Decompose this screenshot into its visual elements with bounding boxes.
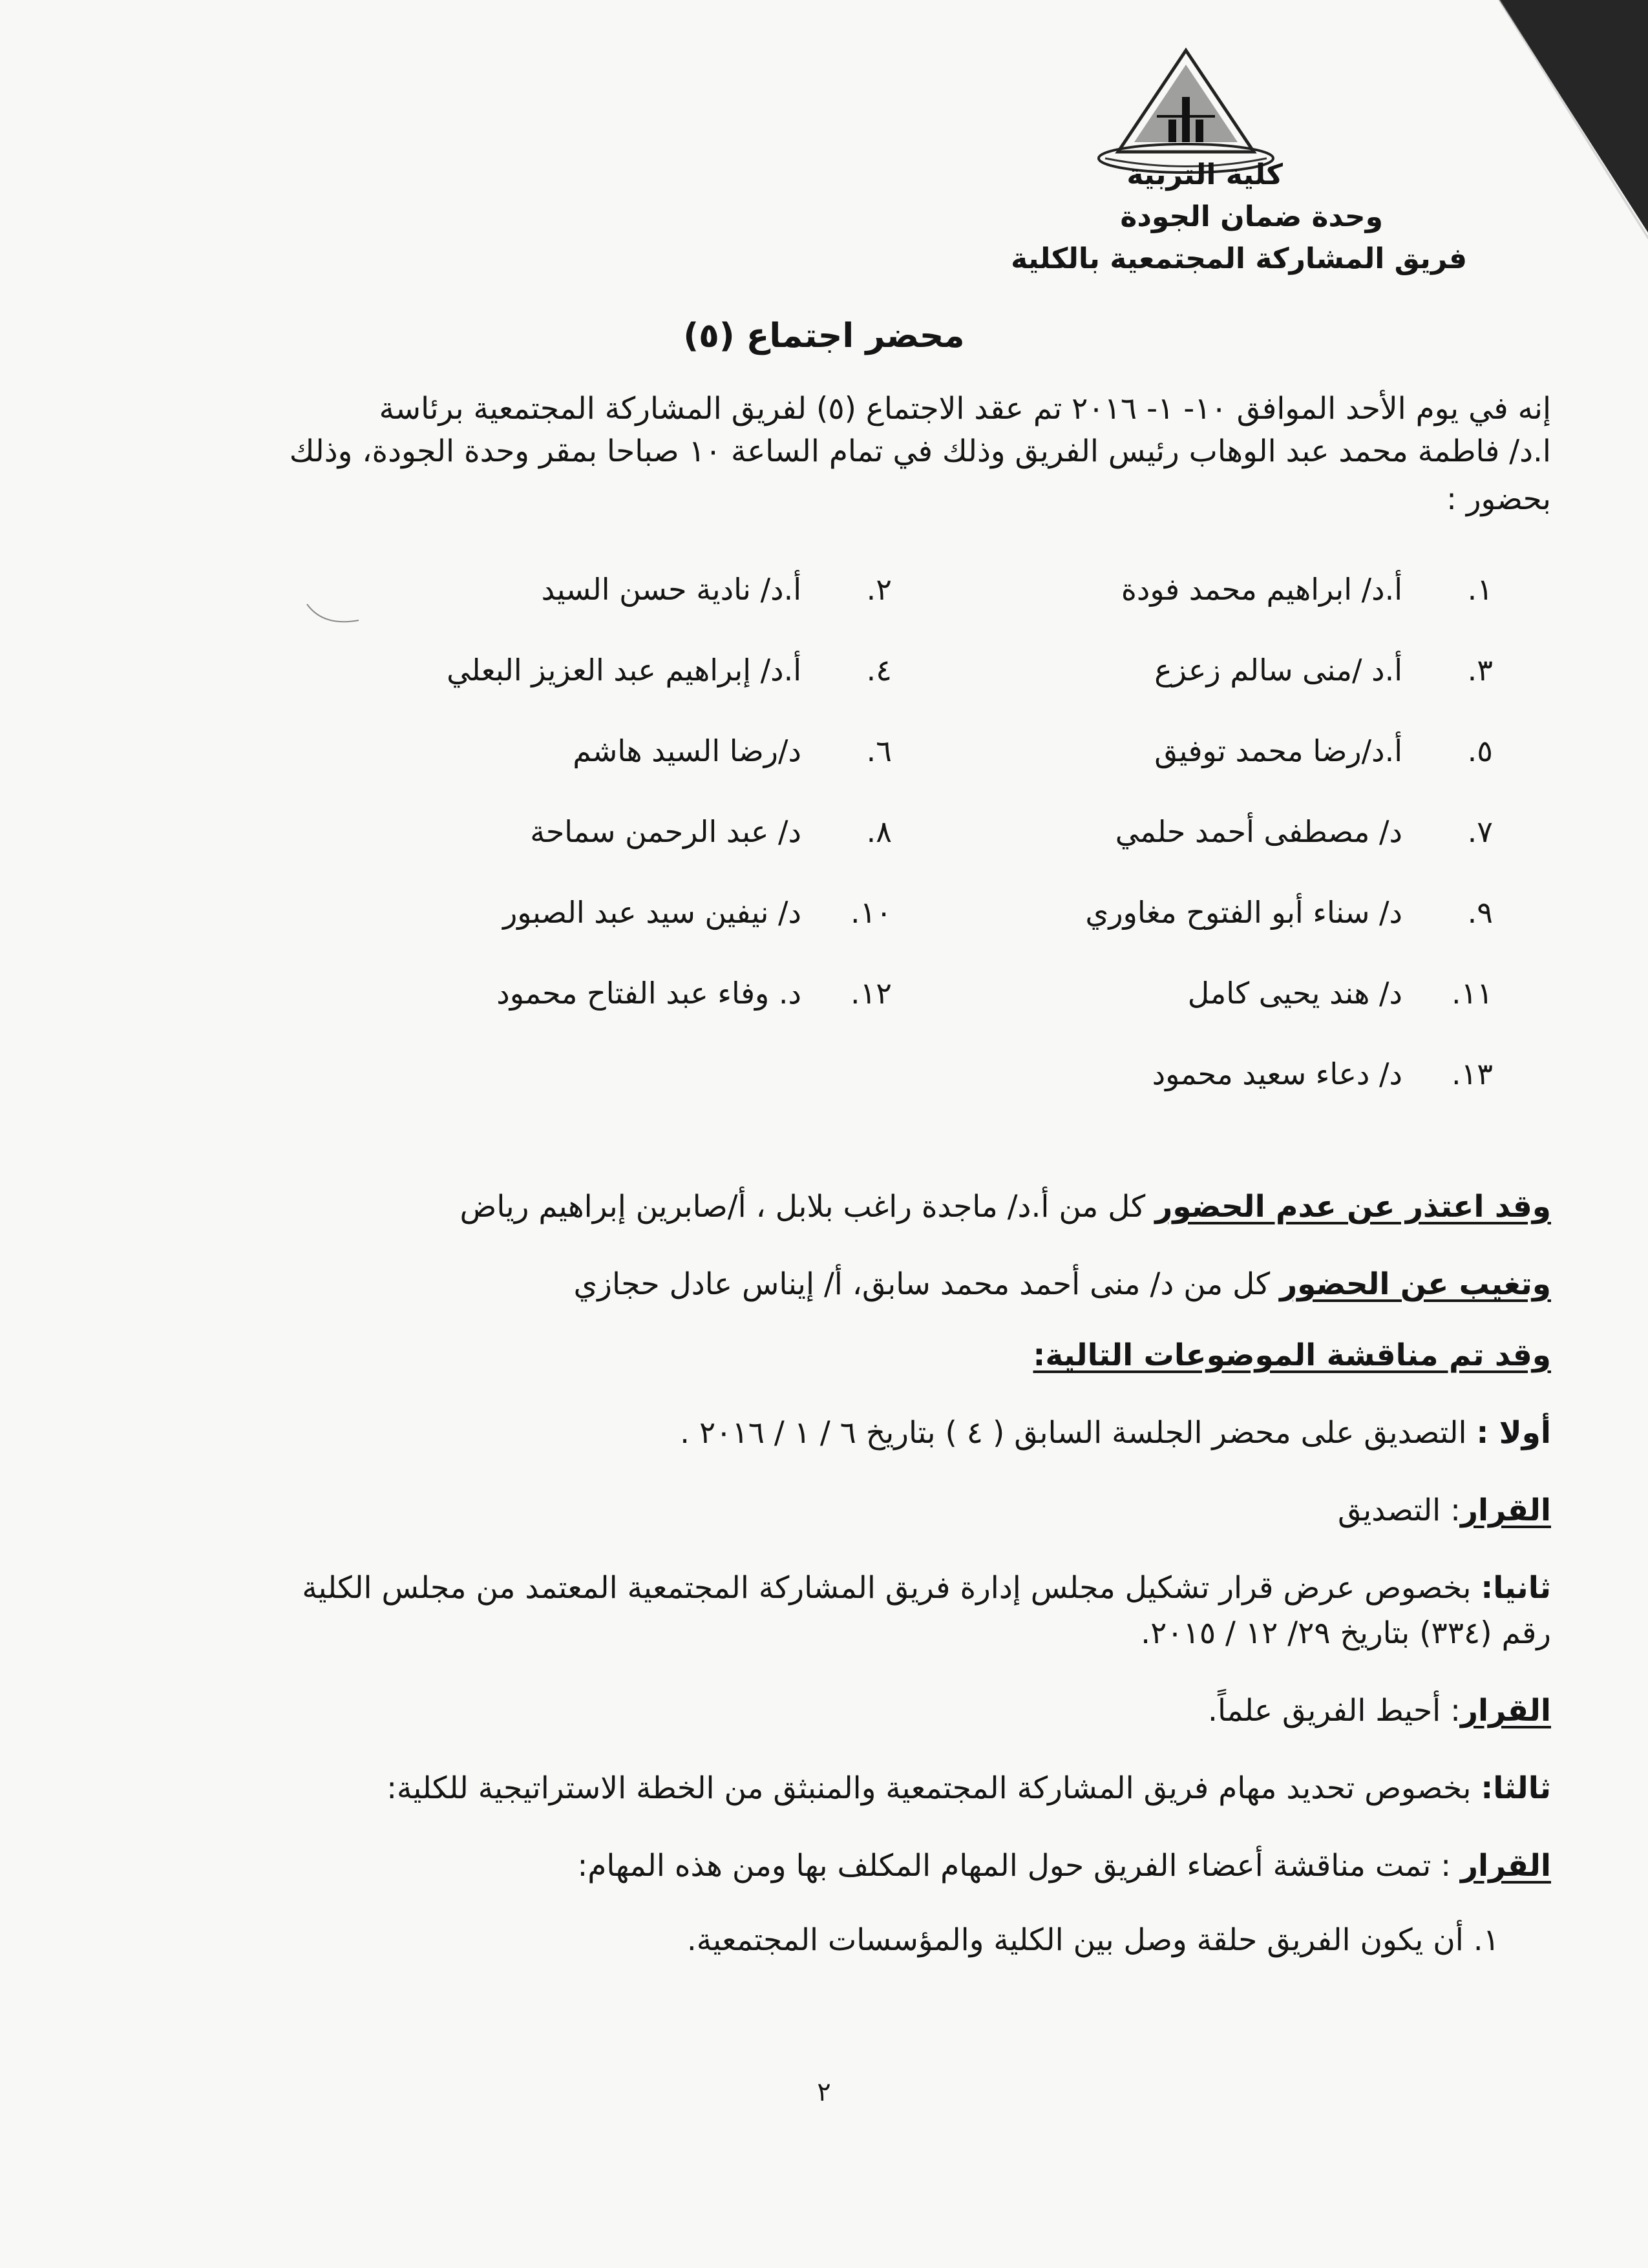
- task-item: ١. أن يكون الفريق حلقة وصل بين الكلية والمؤسسات المجتمعية.: [686, 1922, 1499, 1958]
- attendee-item: ٧.د/ مصطفى أحمد حلمي: [1115, 814, 1493, 849]
- scan-mark: [304, 601, 362, 627]
- page-number: ٢: [817, 2077, 831, 2107]
- header-quality-unit: وحدة ضمان الجودة: [1120, 200, 1383, 233]
- attendee-item: ٤.أ.د/ إبراهيم عبد العزيز البعلي: [447, 653, 892, 688]
- excused-line: وقد اعتذر عن عدم الحضور كل من أ.د/ ماجدة راغب بلابل ، أ/صابرين إبراهيم رياض: [460, 1189, 1551, 1224]
- attendee-item: ١٠.د/ نيفين سيد عبد الصبور: [503, 895, 892, 930]
- item-second: ثانيا: بخصوص عرض قرار تشكيل مجلس إدارة فريق المشاركة المجتمعية المعتمد من مجلس الكلية: [302, 1570, 1551, 1606]
- attendee-item: ١.أ.د/ ابراهيم محمد فودة: [1121, 572, 1493, 607]
- header-faculty: كلية التربية: [1126, 158, 1283, 191]
- item-first: أولا : التصديق على محضر الجلسة السابق ( ٤ ) بتاريخ ٦ / ١ / ٢٠١٦ .: [680, 1415, 1551, 1451]
- intro-line-2: ا.د/ فاطمة محمد عبد الوهاب رئيس الفريق وذلك في تمام الساعة ١٠ صباحا بمقر وحدة الجودة، وذلك: [289, 434, 1551, 469]
- header-team: فريق المشاركة المجتمعية بالكلية: [1011, 242, 1467, 275]
- university-logo: [1092, 45, 1280, 174]
- intro-line-3: بحضور :: [1446, 481, 1551, 517]
- intro-line-1: إنه في يوم الأحد الموافق ١٠- ١- ٢٠١٦ تم عقد الاجتماع (٥) لفريق المشاركة المجتمعية برئاسة: [379, 391, 1551, 426]
- attendee-item: ٩.د/ سناء أبو الفتوح مغاوري: [1085, 895, 1493, 930]
- attendee-item: ١٣.د/ دعاء سعيد محمود: [1152, 1056, 1493, 1091]
- attendee-item: ١٢.د. وفاء عبد الفتاح محمود: [496, 976, 892, 1011]
- page-title: محضر اجتماع (٥): [683, 317, 965, 355]
- attendee-item: ٣.أ.د /منى سالم زعزع: [1154, 653, 1493, 688]
- attendee-item: ٨.د/ عبد الرحمن سماحة: [530, 814, 892, 849]
- item-first-decision: القرار: التصديق: [1337, 1493, 1551, 1528]
- item-second-decision: القرار: أحيط الفريق علماً.: [1208, 1693, 1551, 1728]
- attendee-item: ٢.أ.د/ نادية حسن السيد: [541, 572, 892, 607]
- attendee-item: ٦.د/رضا السيد هاشم: [573, 733, 892, 768]
- attendee-item: ١١.د/ هند يحيى كامل: [1187, 976, 1493, 1011]
- absent-line: وتغيب عن الحضور كل من د/ منى أحمد محمد سابق، أ/ إيناس عادل حجازي: [573, 1266, 1551, 1302]
- attendee-item: ٥.أ.د/رضا محمد توفيق: [1154, 733, 1493, 768]
- item-third-decision: القرار : تمت مناقشة أعضاء الفريق حول المهام المكلف بها ومن هذه المهام:: [577, 1848, 1551, 1884]
- topics-heading: وقد تم مناقشة الموضوعات التالية:: [1033, 1338, 1551, 1373]
- item-second-cont: رقم (٣٣٤) بتاريخ ٢٩/ ١٢ / ٢٠١٥.: [1141, 1615, 1551, 1651]
- item-third: ثالثا: بخصوص تحديد مهام فريق المشاركة المجتمعية والمنبثق من الخطة الاستراتيجية للكلية:: [386, 1770, 1551, 1806]
